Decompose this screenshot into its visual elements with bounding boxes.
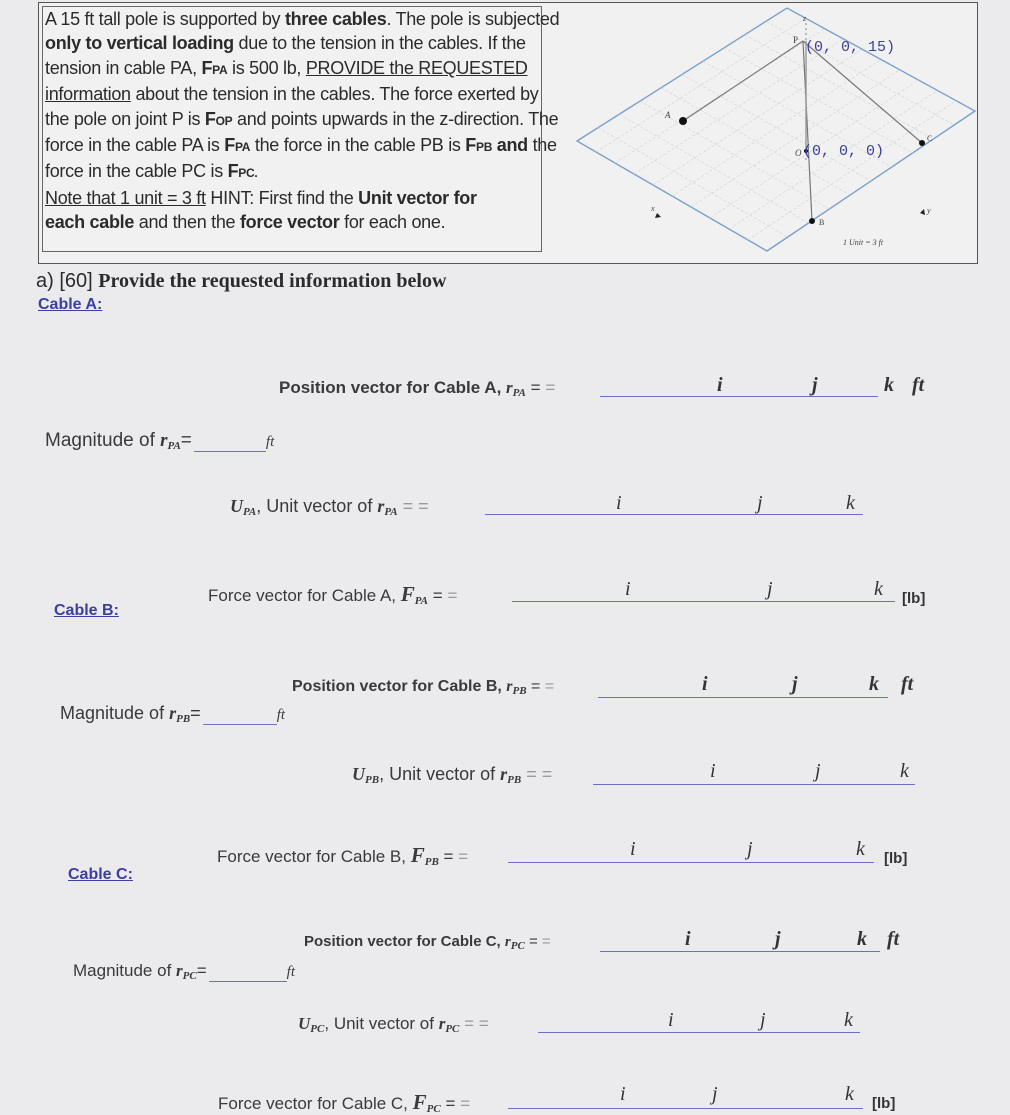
- grid-line: [598, 128, 788, 237]
- label-z-axis: z: [803, 14, 807, 23]
- cable-pc-line: [803, 41, 922, 143]
- cable-b-force-i: i: [630, 838, 636, 860]
- label-y-axis: y: [927, 206, 931, 215]
- cable-c-unit-vector-input[interactable]: [538, 1032, 860, 1033]
- problem-line: the pole on joint P is FOP and points upwards in the z-direction. The: [45, 108, 559, 129]
- cable-a-force-lb: [lb]: [902, 590, 926, 607]
- cable-b-position-j: j: [792, 673, 798, 695]
- cable-a-position-i: i: [717, 374, 723, 396]
- problem-line: Note that 1 unit = 3 ft HINT: First find the Unit vector for: [45, 187, 477, 208]
- point-b-dot: [809, 218, 815, 224]
- problem-line: information about the tension in the cables. The force exerted by: [45, 84, 539, 105]
- cable-a-position-row: Position vector for Cable A, $r_{PA}$ = =: [279, 378, 556, 399]
- cable-a-position-label: Position vector for Cable A,: [279, 378, 502, 397]
- label-o-coords: (0, 0, 0): [803, 143, 885, 160]
- cable-c-magnitude-row: Magnitude of $r_{PC}=$ ft: [73, 961, 295, 982]
- cable-a-position-j: j: [812, 374, 818, 396]
- label-p-coords: (0, 0, 15): [805, 39, 896, 56]
- cable-b-header: Cable B:: [54, 602, 119, 619]
- problem-line: force in the cable PC is FPC.: [45, 161, 258, 182]
- cable-a-force-k: k: [874, 578, 883, 600]
- cable-b-unit-j: j: [815, 760, 821, 782]
- cable-c-force-row: Force vector for Cable C, $F_{PC}$ = =: [218, 1090, 471, 1115]
- cable-b-position-k: k: [869, 673, 879, 695]
- grid-line: [682, 75, 871, 182]
- cable-a-force-i: i: [625, 578, 631, 600]
- cable-b-position-row: Position vector for Cable B, $r_{PB}$ = =: [292, 678, 555, 697]
- cable-b-magnitude-row: Magnitude of $r_{PB}=$ ft: [60, 703, 286, 725]
- cable-c-header: Cable C:: [68, 866, 133, 883]
- pole-cable-diagram: [547, 3, 977, 263]
- cable-b-unit-vector-row: $U_{PB}$, Unit vector of $r_{PB}$ = =: [352, 764, 553, 786]
- cable-c-position-ft: ft: [887, 928, 900, 950]
- cable-a-force-row: Force vector for Cable A, $F_{PA}$ = =: [208, 582, 458, 607]
- cable-b-unit-k: k: [900, 760, 909, 782]
- cable-c-force-input[interactable]: [508, 1108, 863, 1109]
- problem-line: only to vertical loading due to the tension in the cables. If the: [45, 33, 526, 54]
- x-axis-arrow: [655, 213, 661, 218]
- y-axis-arrow: [920, 209, 925, 215]
- cable-c-magnitude-input[interactable]: [209, 981, 287, 982]
- cable-a-force-j: j: [767, 578, 773, 600]
- scale-note: 1 Unit = 3 ft: [843, 238, 884, 247]
- cable-pb-line: [803, 41, 812, 221]
- cable-c-force-j: j: [712, 1083, 718, 1105]
- cable-a-position-ft: ft: [912, 374, 925, 396]
- cable-c-force-k: k: [845, 1083, 854, 1105]
- label-b: B: [819, 218, 825, 227]
- cable-a-header: Cable A:: [38, 296, 103, 313]
- part-a-title: [36, 270, 446, 293]
- problem-line: tension in cable PA, FPA is 500 lb, PROVIDE the REQUESTED: [45, 57, 528, 78]
- grid-line: [672, 60, 881, 197]
- problem-line: each cable and then the force vector for each one.: [45, 212, 446, 233]
- cable-a-position-input[interactable]: [600, 396, 878, 397]
- cable-b-position-ft: ft: [901, 673, 914, 695]
- cable-b-force-input[interactable]: [508, 862, 874, 863]
- cable-b-force-j: j: [747, 838, 753, 860]
- label-c: C: [927, 134, 933, 143]
- point-a-dot: [679, 117, 687, 125]
- cable-a-unit-j: j: [757, 492, 763, 514]
- cable-a-unit-vector-row: $U_{PA}$, Unit vector of $r_{PA}$ = =: [230, 496, 429, 518]
- label-o: O: [795, 148, 802, 158]
- cable-b-unit-vector-input[interactable]: [593, 784, 915, 785]
- part-a-prefix: a) [60]: [36, 270, 93, 292]
- cable-a-magnitude-row: Magnitude of $r_{PA}=$ ft: [45, 430, 275, 452]
- point-c-dot: [919, 140, 925, 146]
- problem-line: force in the cable PA is FPA the force in the cable PB is FPB and the: [45, 135, 557, 156]
- grid-line: [619, 114, 809, 223]
- grid-line: [661, 88, 850, 195]
- label-a: A: [665, 110, 671, 120]
- cable-c-force-i: i: [620, 1083, 626, 1105]
- cable-b-position-i: i: [702, 673, 708, 695]
- grid-line: [724, 48, 913, 153]
- cable-c-position-j: j: [775, 928, 781, 950]
- cable-c-position-row: Position vector for Cable C, $r_{PC}$ = =: [304, 933, 551, 952]
- cable-b-magnitude-input[interactable]: [203, 724, 277, 725]
- cable-c-unit-k: k: [844, 1009, 853, 1031]
- cable-c-unit-j: j: [760, 1009, 766, 1031]
- cable-c-unit-i: i: [668, 1009, 674, 1031]
- cable-c-position-i: i: [685, 928, 691, 950]
- cable-a-force-input[interactable]: [512, 601, 895, 602]
- problem-text: [45, 7, 560, 235]
- cable-a-unit-i: i: [616, 492, 622, 514]
- cable-b-unit-i: i: [710, 760, 716, 782]
- problem-statement-box: [38, 2, 978, 264]
- cable-b-force-k: k: [856, 838, 865, 860]
- cable-a-unit-vector-input[interactable]: [485, 514, 863, 515]
- cable-a-position-k: k: [884, 374, 894, 396]
- cable-b-position-input[interactable]: [598, 697, 888, 698]
- floor-grid: [577, 8, 975, 251]
- cable-c-position-input[interactable]: [600, 951, 880, 952]
- cable-c-position-k: k: [857, 928, 867, 950]
- cable-c-force-lb: [lb]: [872, 1095, 896, 1112]
- part-a-heading: Provide the requested information below: [98, 270, 447, 292]
- problem-line: A 15 ft tall pole is supported by three cables. The pole is subjected: [45, 9, 560, 29]
- label-x-axis: x: [651, 204, 655, 213]
- cable-a-unit-k: k: [846, 492, 855, 514]
- cable-b-force-lb: [lb]: [884, 850, 908, 867]
- cable-b-force-row: Force vector for Cable B, $F_{PB}$ = =: [217, 843, 469, 868]
- grid-line: [748, 101, 956, 240]
- label-p: P: [793, 35, 799, 45]
- cable-a-magnitude-input[interactable]: [194, 451, 266, 452]
- cable-c-unit-vector-row: $U_{PC}$, Unit vector of $r_{PC}$ = =: [298, 1014, 489, 1035]
